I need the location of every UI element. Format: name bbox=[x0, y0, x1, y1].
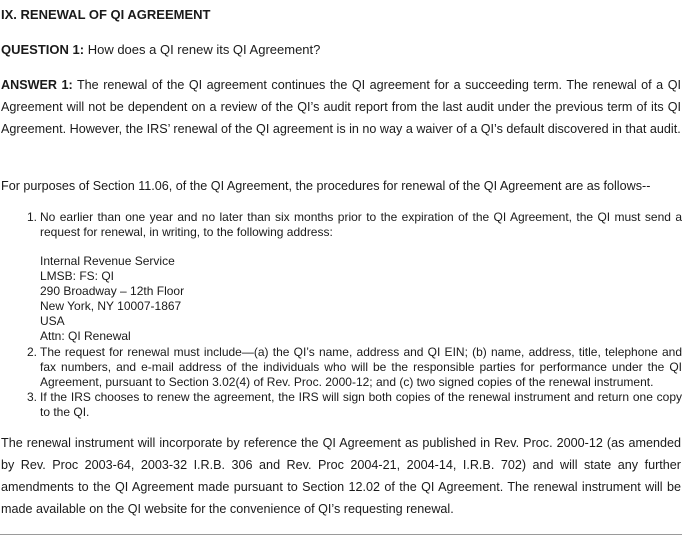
answer-label: ANSWER 1: bbox=[1, 78, 73, 92]
address-line: LMSB: FS: QI bbox=[40, 269, 115, 283]
question-label: QUESTION 1: bbox=[1, 42, 85, 57]
answer bbox=[1, 74, 681, 140]
address-line: Attn: QI Renewal bbox=[40, 329, 131, 343]
address-line: 290 Broadway – 12th Floor bbox=[40, 284, 185, 298]
procedures-intro: For purposes of Section 11.06, of the QI Agreement, the procedures for renewal of the QI Agreement are as follows-- bbox=[1, 179, 651, 193]
mailing-address bbox=[40, 254, 184, 344]
list-item bbox=[27, 390, 682, 420]
list-number: 2. bbox=[27, 345, 38, 359]
question-text: How does a QI renew its QI Agreement? bbox=[87, 42, 321, 57]
section-title: IX. RENEWAL OF QI AGREEMENT bbox=[1, 7, 211, 22]
list-number: 1. bbox=[27, 210, 38, 224]
address-line: USA bbox=[40, 314, 65, 328]
list-text: If the IRS chooses to renew the agreement, the IRS will sign both copies of the renewal instrument and return one copy to the QI. bbox=[40, 390, 682, 419]
address-line: Internal Revenue Service bbox=[40, 254, 175, 268]
list-number: 3. bbox=[27, 390, 38, 404]
list-item bbox=[27, 345, 682, 390]
question bbox=[1, 42, 320, 57]
list-item bbox=[27, 210, 682, 240]
list-text: The request for renewal must include—(a) the QI’s name, address and QI EIN; (b) name, address, title, telephone and fax numbers, and e-mail address of the individuals who will be the responsible parties for performance under the QI Agreement, pursuant to Section 3.02(4) of Rev. Proc. 2000-12; and (c) two signed copies of the renewal instrument. bbox=[40, 345, 682, 389]
divider bbox=[0, 534, 682, 535]
address-line: New York, NY 10007-1867 bbox=[40, 299, 182, 313]
answer-text: The renewal of the QI agreement continues the QI agreement for a succeeding term. The renewal of a QI Agreement will not be dependent on a review of the QI’s audit report from the last audit under the previous term of its QI Agreement. However, the IRS’ renewal of the QI agreement is in no way a waiver of a QI’s default discovered in that audit. bbox=[1, 78, 681, 136]
list-text: No earlier than one year and no later than six months prior to the expiration of the QI Agreement, the QI must send a request for renewal, in writing, to the following address: bbox=[40, 210, 682, 239]
closing-paragraph: The renewal instrument will incorporate by reference the QI Agreement as published in Rev. Proc. 2000-12 (as amended by Rev. Proc 2003-64, 2003-32 I.R.B. 306 and Rev. Proc 2004-21, 2004-14, I.R.B. 702) and will state any further amendments to the QI Agreement made pursuant to Section 12.02 of the QI Agreement. The renewal instrument will be made available on the QI website for the convenience of QI’s requesting renewal. bbox=[1, 436, 681, 516]
